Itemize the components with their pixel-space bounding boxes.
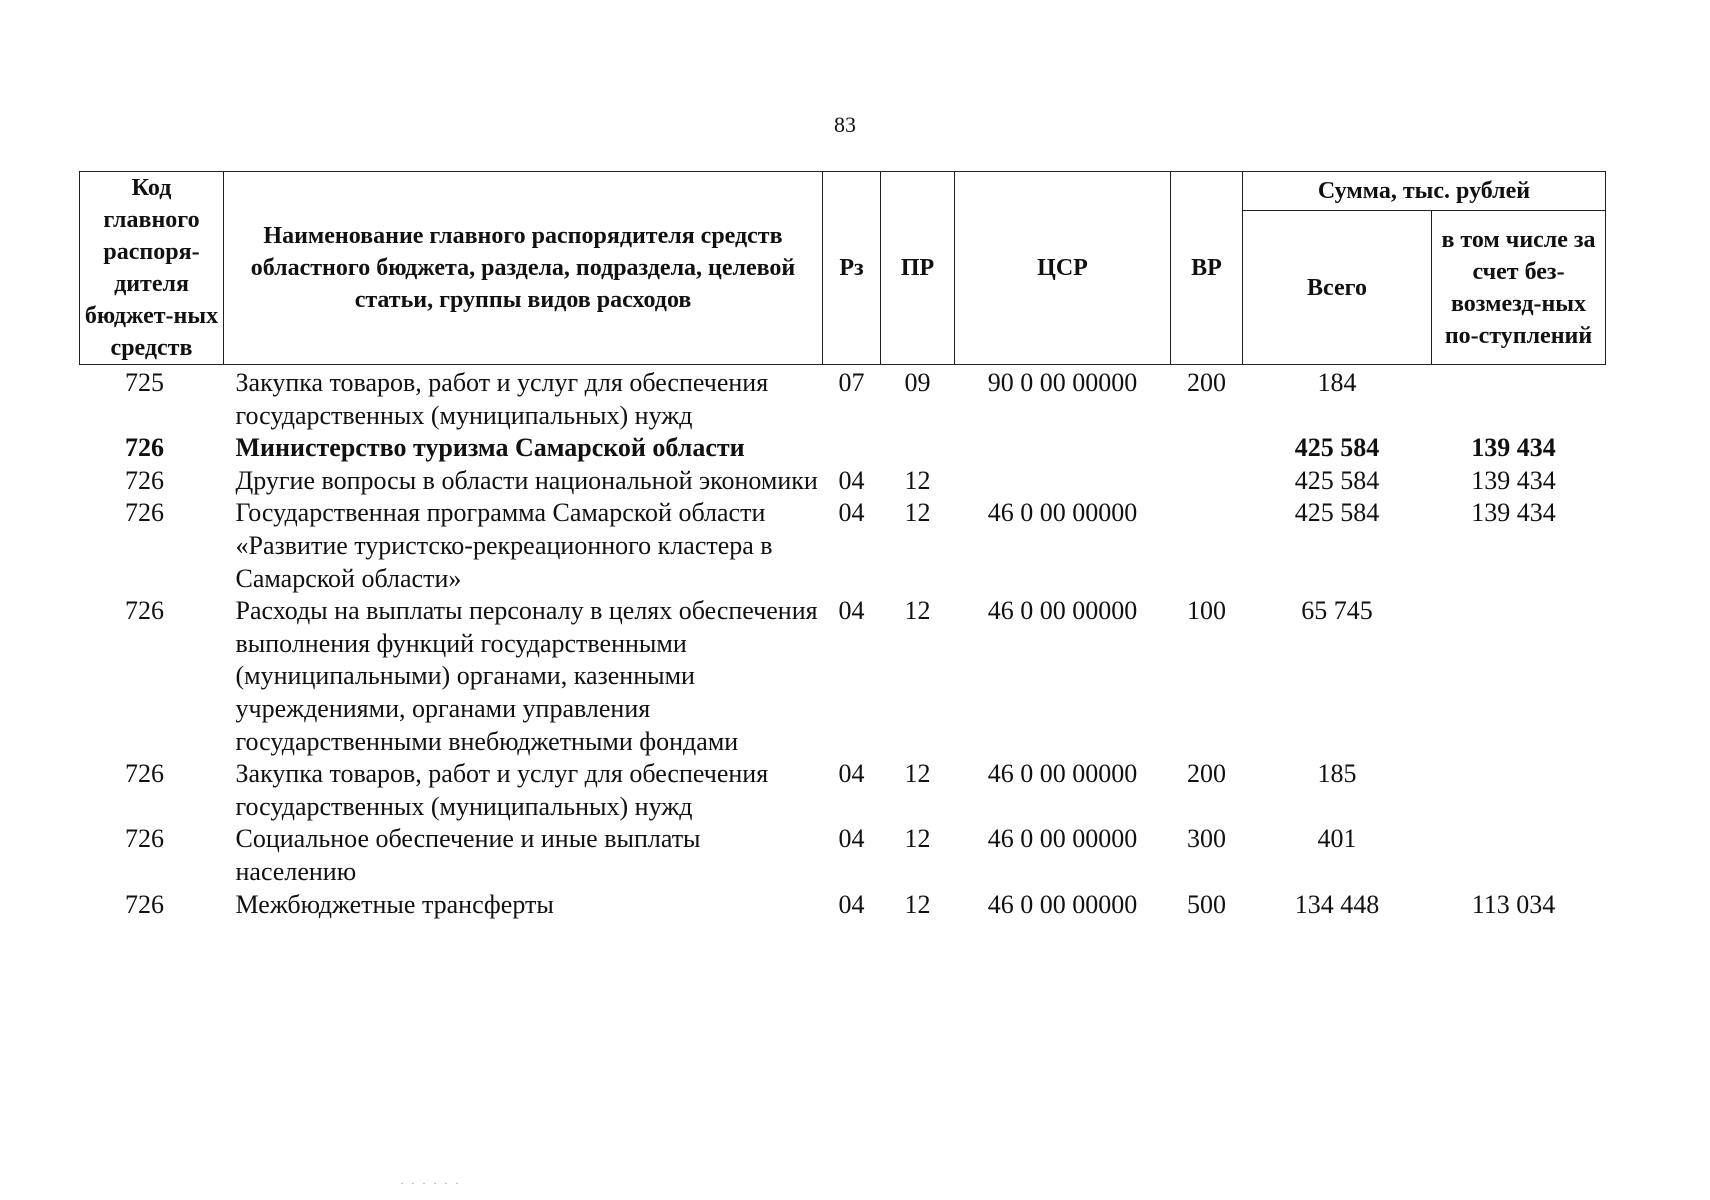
cell-name: Межбюджетные трансферты xyxy=(235,889,554,919)
cell-code: 725 xyxy=(125,368,164,397)
cell-vr: 300 xyxy=(1187,824,1226,854)
header-code: Код главного распоря-дителя бюджет-ных средств xyxy=(80,172,224,365)
cell-free: 139 434 xyxy=(1471,433,1556,463)
cell-rz: 04 xyxy=(838,465,865,495)
header-name: Наименование главного распорядителя средств областного бюджета, раздела, подраздела, целевой статьи, группы видов расходов xyxy=(224,172,823,365)
cell-rz: 04 xyxy=(838,824,865,854)
cell-code: 726 xyxy=(125,596,164,626)
table-row xyxy=(80,595,1606,758)
cell-free: 113 034 xyxy=(1471,889,1556,919)
cell-total: 401 xyxy=(1317,824,1357,854)
cell-rz: 04 xyxy=(838,889,865,919)
cell-csr xyxy=(955,432,1171,465)
cell-name: Закупка товаров, работ и услуг для обеспечения государственных (муниципальных) нужд xyxy=(235,368,769,430)
table-row xyxy=(80,889,1606,922)
scan-specks: · · · · · · xyxy=(400,1176,461,1190)
cell-name: Закупка товаров, работ и услуг для обеспечения государственных (муниципальных) нужд xyxy=(235,759,769,821)
table-body xyxy=(80,365,1606,922)
cell-free: 139 434 xyxy=(1471,465,1556,495)
cell-total: 425 584 xyxy=(1294,498,1380,528)
cell-csr: 46 0 00 00000 xyxy=(987,889,1138,919)
cell-total: 134 448 xyxy=(1294,889,1380,919)
cell-vr: 500 xyxy=(1187,889,1226,919)
table-header-row xyxy=(80,172,1606,211)
header-vr: ВР xyxy=(1171,172,1243,365)
cell-csr: 46 0 00 00000 xyxy=(987,596,1138,626)
cell-rz: 04 xyxy=(838,596,865,626)
header-total: Всего xyxy=(1243,211,1432,365)
cell-name: Расходы на выплаты персоналу в целях обеспечения выполнения функций государственными (муниципальными) органами, казенными учреждениями, органами управления государственными внебюджетными фондами xyxy=(235,596,818,756)
header-pr: ПР xyxy=(881,172,955,365)
cell-vr xyxy=(1171,432,1243,465)
cell-code: 726 xyxy=(125,465,164,495)
cell-vr: 200 xyxy=(1187,368,1226,397)
table-row xyxy=(80,365,1606,433)
cell-pr: 12 xyxy=(904,889,931,919)
cell-total: 425 584 xyxy=(1294,433,1380,463)
cell-vr: 100 xyxy=(1187,596,1226,626)
table-row xyxy=(80,497,1606,595)
budget-table xyxy=(79,171,1606,921)
cell-pr xyxy=(881,432,955,465)
table-row xyxy=(80,758,1606,823)
header-rz: Рз xyxy=(823,172,881,365)
cell-free xyxy=(1432,758,1606,823)
cell-name: Министерство туризма Самарской области xyxy=(235,433,745,463)
cell-pr: 12 xyxy=(904,465,931,495)
page-number: 83 xyxy=(834,112,856,137)
cell-vr xyxy=(1171,465,1243,498)
table-row xyxy=(80,465,1606,498)
cell-code: 726 xyxy=(125,433,164,463)
cell-csr xyxy=(955,465,1171,498)
cell-free: 139 434 xyxy=(1471,498,1556,528)
cell-pr: 12 xyxy=(904,596,931,626)
cell-name: Другие вопросы в области национальной экономики xyxy=(235,465,818,495)
cell-total: 184 xyxy=(1317,368,1357,397)
cell-pr: 12 xyxy=(904,498,931,528)
cell-csr: 46 0 00 00000 xyxy=(987,498,1138,528)
cell-total: 65 745 xyxy=(1301,596,1373,626)
cell-code: 726 xyxy=(125,824,164,854)
cell-rz: 04 xyxy=(838,759,865,789)
header-sum: Сумма, тыс. рублей xyxy=(1243,172,1606,211)
cell-csr: 90 0 00 00000 xyxy=(987,368,1138,397)
cell-free xyxy=(1432,823,1606,888)
cell-csr: 46 0 00 00000 xyxy=(987,824,1138,854)
cell-vr: 200 xyxy=(1187,759,1226,789)
cell-pr: 12 xyxy=(904,759,931,789)
cell-rz xyxy=(823,432,881,465)
cell-pr: 12 xyxy=(904,824,931,854)
cell-total: 425 584 xyxy=(1294,465,1380,495)
cell-csr: 46 0 00 00000 xyxy=(987,759,1138,789)
cell-rz: 07 xyxy=(838,368,865,397)
cell-pr: 09 xyxy=(904,368,931,397)
cell-rz: 04 xyxy=(838,498,865,528)
cell-name: Социальное обеспечение и иные выплаты населению xyxy=(235,824,701,886)
cell-free xyxy=(1432,365,1606,433)
cell-code: 726 xyxy=(125,759,164,789)
cell-vr xyxy=(1171,497,1243,595)
cell-name: Государственная программа Самарской области «Развитие туристско-рекреационного кластера в Самарской области» xyxy=(235,498,773,593)
cell-total: 185 xyxy=(1317,759,1357,789)
header-free: в том числе за счет без-возмезд-ных по-ступлений xyxy=(1432,211,1606,365)
cell-code: 726 xyxy=(125,889,164,919)
cell-code: 726 xyxy=(125,498,164,528)
table-row xyxy=(80,432,1606,465)
header-csr: ЦСР xyxy=(955,172,1171,365)
table-row xyxy=(80,823,1606,888)
cell-free xyxy=(1432,595,1606,758)
